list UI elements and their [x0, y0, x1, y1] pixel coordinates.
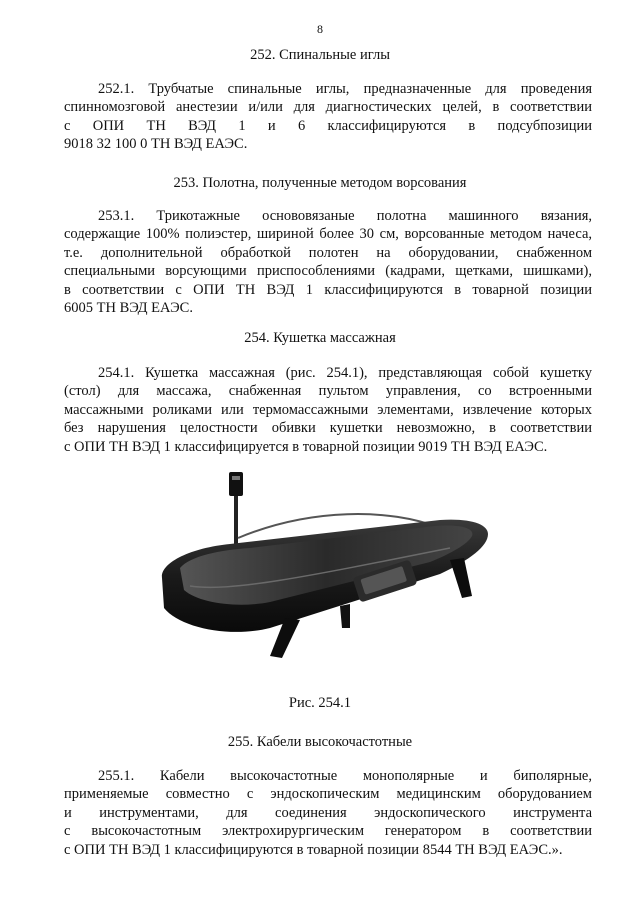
text-line: 255.1. Кабели высокочастотные монополярные и биполярные,: [98, 768, 592, 784]
text-line: 252.1. Трубчатые спинальные иглы, предназначенные для проведения: [98, 81, 592, 97]
text-line: специальными ворсующими приспособлениями (кадрами, щетками, шишками),: [64, 263, 592, 280]
text-line: содержащие 100% полиэстер, шириной более 30 см, ворсованные методом начеса,: [64, 226, 592, 243]
text-line: с ОПИ ТН ВЭД 1 и 6 классифицируются в подсубпозиции: [64, 117, 592, 134]
paragraph-254-1: [64, 364, 592, 456]
text-line: 253.1. Трикотажные основовязаные полотна машинного вязания,: [98, 208, 592, 224]
section-heading-253: 253. Полотна, полученные методом ворсования: [173, 175, 467, 191]
text-line: с высокочастотным электрохирургическим генератором в соответствии: [64, 823, 592, 840]
text-line: т.е. дополнительной обработкой полотен на оборудовании, снабженном: [64, 244, 592, 261]
massage-couch-image: [150, 468, 500, 668]
paragraph-255-1: [64, 767, 592, 859]
text-line: 9018 32 100 0 ТН ВЭД ЕАЭС.: [64, 136, 248, 153]
section-heading-255: 255. Кабели высокочастотные: [227, 734, 413, 750]
text-line: спинномозговой анестезии и/или для диагностических целей, в соответствии: [64, 99, 592, 116]
section-heading-252: 252. Спинальные иглы: [250, 47, 390, 63]
figure-caption: Рис. 254.1: [288, 695, 352, 711]
text-line: без нарушения целостности обивки кушетки невозможно, в соответствии: [64, 420, 592, 437]
text-line: с ОПИ ТН ВЭД 1 классифицируется в товарной позиции 9019 ТН ВЭД ЕАЭС.: [64, 438, 548, 455]
section-heading-254: 254. Кушетка массажная: [244, 330, 396, 346]
text-line: применяемые совместно с эндоскопическим медицинским оборудованием: [64, 786, 592, 803]
text-line: массажными роликами или термомассажными элементами, извлечение которых: [64, 401, 592, 418]
page-number: 8: [317, 22, 323, 36]
text-line: с ОПИ ТН ВЭД 1 классифицируются в товарной позиции 8544 ТН ВЭД ЕАЭС.».: [64, 841, 563, 858]
text-line: в соответствии с ОПИ ТН ВЭД 1 классифицируются в товарной позиции: [64, 281, 592, 298]
text-line: (стол) для массажа, снабженная пультом управления, со встроенными: [64, 383, 592, 400]
massage-couch-illustration: [150, 468, 500, 668]
paragraph-252-1: [64, 80, 592, 154]
paragraph-253-1: [64, 207, 592, 317]
text-line: и инструментами, для соединения эндоскопического инструмента: [64, 804, 592, 821]
text-line: 254.1. Кушетка массажная (рис. 254.1), представляющая собой кушетку: [98, 365, 592, 381]
text-line: 6005 ТН ВЭД ЕАЭС.: [64, 300, 193, 317]
